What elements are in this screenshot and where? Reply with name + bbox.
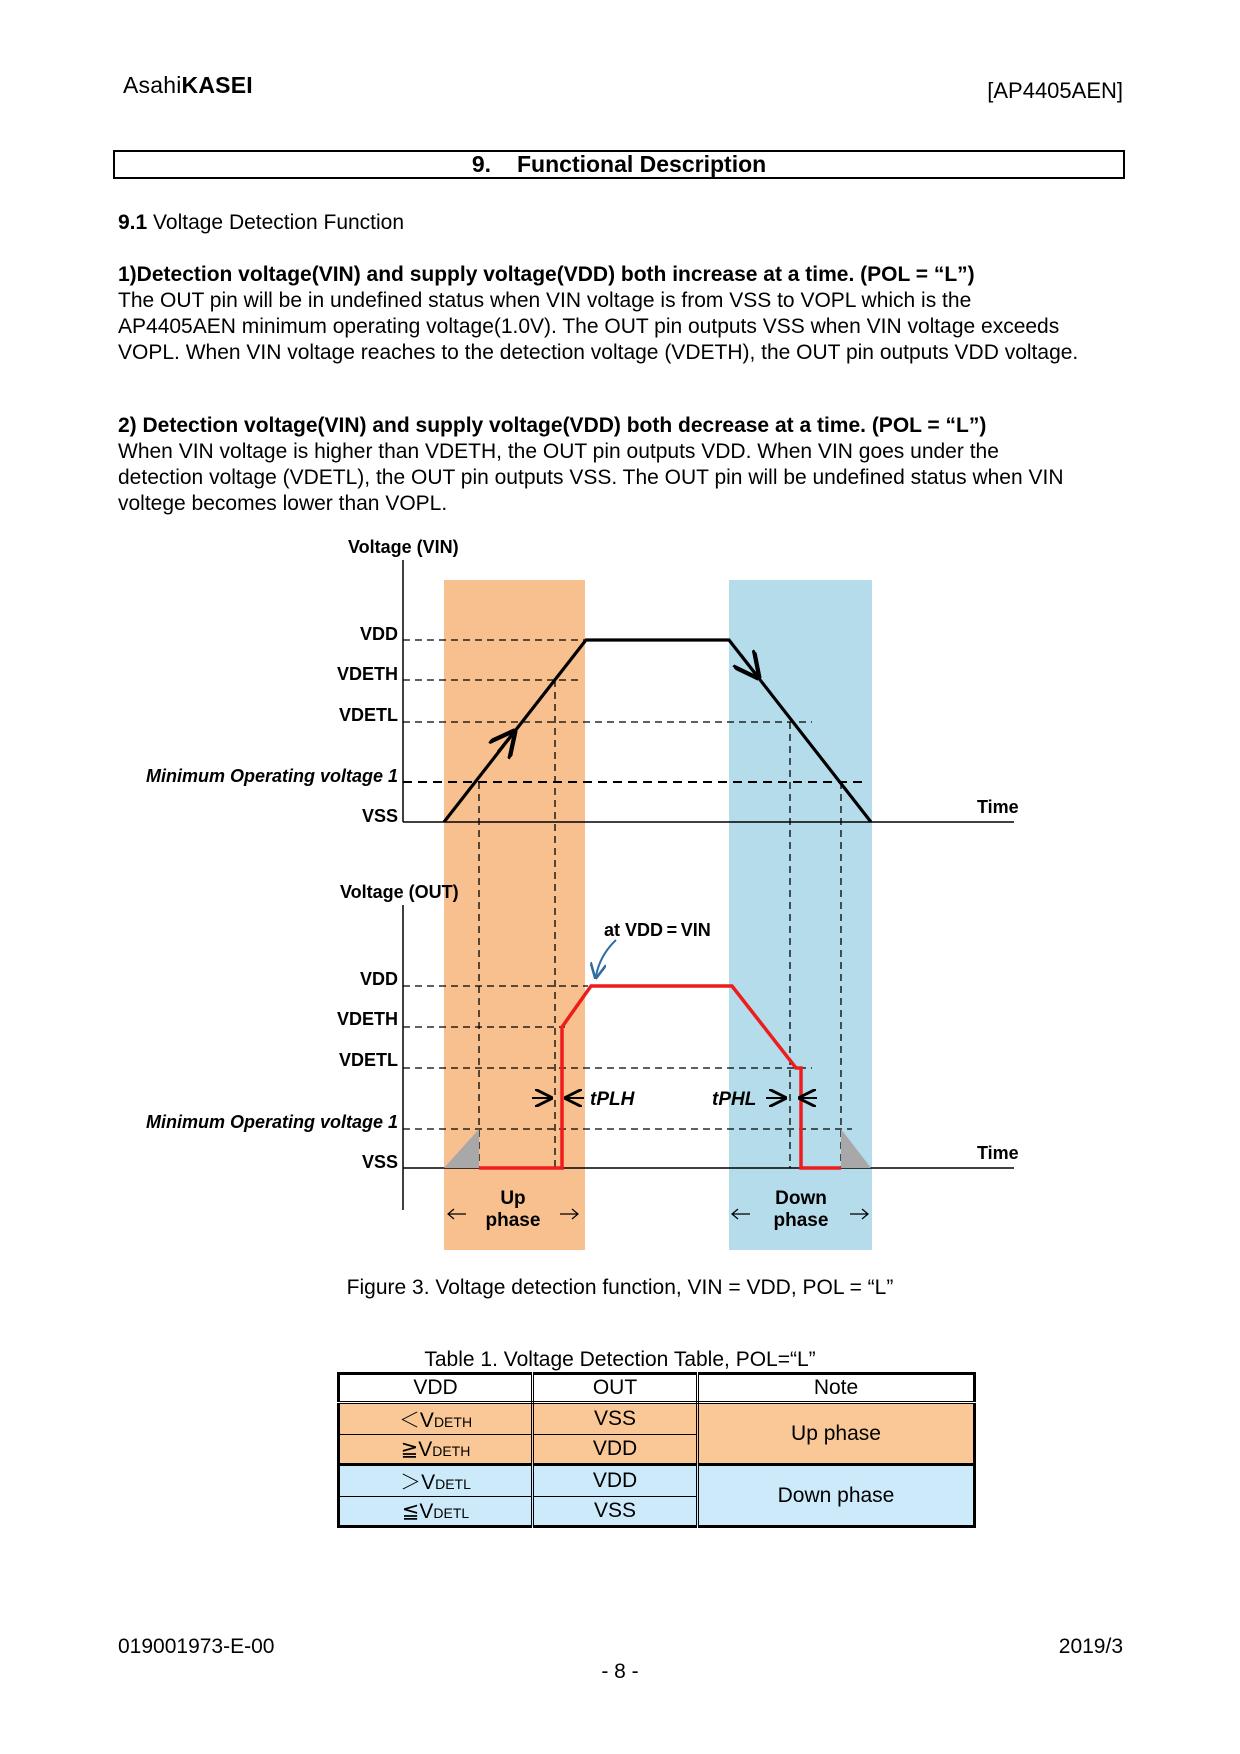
annotation-arrow	[596, 940, 616, 976]
cell-out: VSS	[533, 1403, 698, 1435]
header-vdd: VDD	[339, 1374, 533, 1403]
tphl-label: tPHL	[712, 1089, 757, 1110]
cell-vdd-condition: ≧VDETH	[339, 1435, 533, 1465]
brand-logo: AsahiKASEI	[123, 72, 253, 98]
label-vdd-top: VDD	[359, 624, 398, 644]
label-vdeth-bot: VDETH	[336, 1009, 398, 1029]
label-vdetl-top: VDETL	[338, 705, 398, 725]
document-id: [AP4405AEN]	[987, 78, 1123, 103]
paragraph-heading: 1)Detection voltage(VIN) and supply voltage(VDD) both increase at a time. (POL = “L”)	[118, 263, 975, 286]
cell-vdd-condition: ＞VDETL	[339, 1465, 533, 1497]
header-note: Note	[698, 1374, 975, 1403]
table-row	[339, 1403, 975, 1435]
label-vdeth-top: VDETH	[336, 664, 398, 684]
down-phase-label-1: Down	[775, 1188, 827, 1209]
cell-out: VDD	[533, 1465, 698, 1497]
subsection-title: 9.1 Voltage Detection Function	[118, 211, 405, 234]
vin-axis-title: Voltage (VIN)	[348, 537, 459, 557]
cell-note-up: Up phase	[698, 1403, 975, 1465]
footer-doc-number: 019001973-E-00	[118, 1635, 275, 1658]
up-phase-label-2: phase	[485, 1210, 541, 1231]
section-title: Functional Description	[517, 151, 767, 177]
table-row	[339, 1465, 975, 1497]
header-out: OUT	[533, 1374, 698, 1403]
label-vdd-bot: VDD	[359, 969, 398, 989]
cell-out: VDD	[533, 1435, 698, 1465]
section-number: 9.	[471, 151, 491, 177]
footer-date: 2019/3	[1058, 1635, 1123, 1658]
figure-caption: Figure 3. Voltage detection function, VIN = VDD, POL = “L”	[346, 1276, 894, 1299]
time-label-top: Time	[977, 797, 1019, 817]
cell-note-down: Down phase	[698, 1465, 975, 1527]
paragraph-line: The OUT pin will be in undefined status when VIN voltage is from VSS to VOPL which is the	[118, 289, 972, 312]
voltage-detection-table	[337, 1372, 976, 1528]
paragraph-line: VOPL. When VIN voltage reaches to the detection voltage (VDETH), the OUT pin outputs VDD voltage.	[118, 341, 1079, 364]
label-vss-bot: VSS	[361, 1152, 398, 1172]
paragraph-heading: 2) Detection voltage(VIN) and supply voltage(VDD) both decrease at a time. (POL = “L”)	[118, 414, 987, 437]
page-number: - 8 -	[601, 1660, 639, 1683]
label-vdetl-bot: VDETL	[338, 1050, 398, 1070]
tplh-label: tPLH	[590, 1089, 635, 1110]
time-label-bot: Time	[977, 1143, 1019, 1163]
label-minop-top: Minimum Operating voltage 1	[145, 766, 398, 786]
cell-out: VSS	[533, 1497, 698, 1527]
cell-vdd-condition: ＜VDETH	[339, 1403, 533, 1435]
down-phase-label-2: phase	[773, 1210, 829, 1231]
table-header-row	[339, 1374, 975, 1403]
paragraph-line: detection voltage (VDETL), the OUT pin outputs VSS. The OUT pin will be undefined status when VIN	[118, 466, 1064, 489]
table-caption: Table 1. Voltage Detection Table, POL=“L”	[424, 1348, 816, 1371]
annotation-label: at VDD = VIN	[604, 920, 711, 940]
paragraph-line: When VIN voltage is higher than VDETH, the OUT pin outputs VDD. When VIN goes under the	[118, 440, 999, 463]
cell-vdd-condition: ≦VDETL	[339, 1497, 533, 1527]
out-axis-title: Voltage (OUT)	[340, 882, 459, 902]
paragraph-line: AP4405AEN minimum operating voltage(1.0V). The OUT pin outputs VSS when VIN voltage exceeds	[118, 315, 1060, 338]
label-minop-bot: Minimum Operating voltage 1	[145, 1112, 398, 1132]
up-phase-label-1: Up	[500, 1188, 526, 1209]
paragraph-line: voltege becomes lower than VOPL.	[118, 492, 448, 515]
label-vss-top: VSS	[361, 806, 398, 826]
